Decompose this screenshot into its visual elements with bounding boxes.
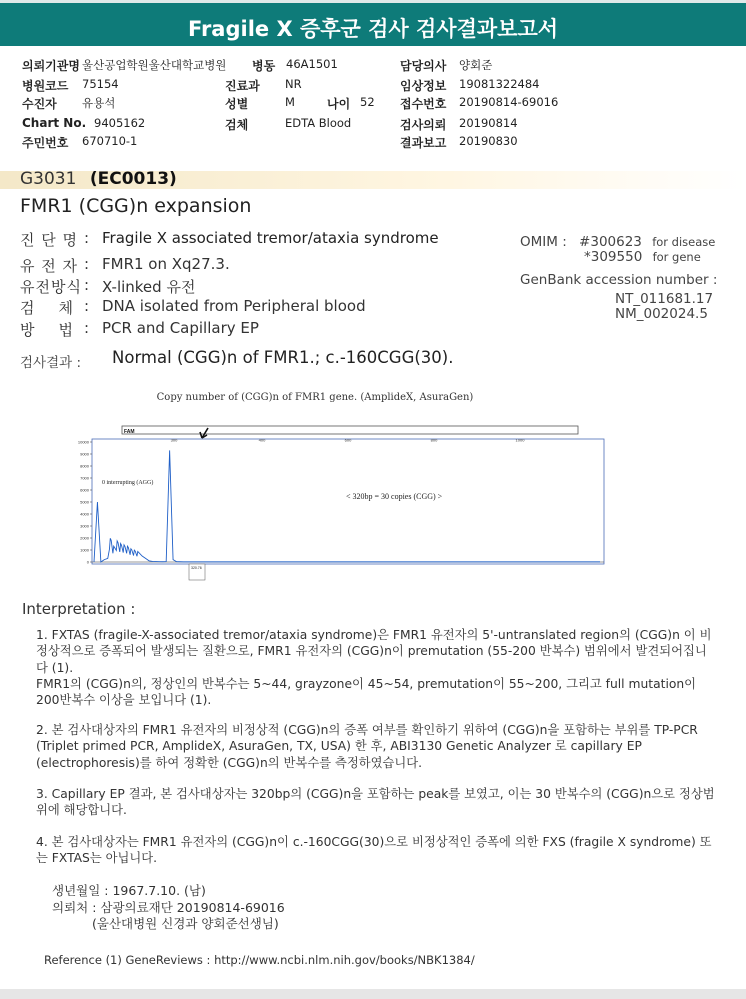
y-tick-label: 1000 (80, 547, 89, 553)
peak-label: 320.76 (191, 566, 202, 570)
y-tick-label: 0 (86, 559, 89, 565)
y-ticks (78, 440, 92, 565)
omim-gene: *309550 for gene (584, 249, 701, 265)
result: 검사결과 : Normal (CGG)n of FMR1.; c.-160CGG(30). (20, 348, 454, 371)
interp-p1: 1. FXTAS (fragile-X-associated tremor/ataxia syndrome)은 FMR1 유전자의 5'-untranslated region의 (CGG)n 이 비정상적으로 증폭되어 발생되는 질환으로, FMR1 유전자의 (CGG)n이 premutation (55-200 반복수) 범위에서 발견되어집니다 (1). (36, 628, 712, 675)
interp-p2: 2. 본 검사대상자의 FMR1 유전자의 비정상적 (CGG)n의 증폭 여부를 확인하기 위하여 (CGG)n을 포함하는 부위를 TP-PCR (Triplet primed PCR, AmplideX, AsuraGen, TX, USA) 한 후, ABI3130 Genetic Analyzer 로 capillary EP (electrophoresis)를 하여 정확한 (CGG)n의 반복수를 측정하였습니다. (36, 723, 698, 770)
y-tick-label: 6000 (80, 487, 89, 493)
reference: Reference (1) GeneReviews : http://www.ncbi.nlm.nih.gov/books/NBK1384/ (44, 953, 475, 967)
report-header (0, 0, 746, 46)
y-tick-label: 5000 (80, 499, 89, 505)
y-tick-label: 9000 (80, 451, 89, 457)
chart-svg (66, 418, 608, 588)
y-tick-label: 4000 (80, 511, 89, 517)
x-tick-label: 800 (430, 437, 438, 443)
sign-requester: 의뢰처 : 삼광의료재단 20190814-69016 (52, 900, 285, 915)
bottom-bar (0, 989, 746, 999)
x-tick-label: 1000 (515, 437, 525, 443)
test-code: G3031 (EC0013) (20, 169, 177, 189)
genbank-label: GenBank accession number : (520, 272, 718, 288)
capillary-chart (66, 418, 608, 588)
test-subcode: (EC0013) (89, 169, 177, 189)
x-tick-label: 600 (344, 437, 352, 443)
annotation-interrupting: 0 interrupting (AGG) (102, 480, 154, 486)
interp-p3: 3. Capillary EP 결과, 본 검사대상자는 320bp의 (CGG)n을 포함하는 peak를 보였고, 이는 30 반복수의 (CGG)n으로 정상범위에 해당합니다. (36, 787, 715, 818)
sign-birth: 생년월일 : 1967.7.10. (남) (52, 883, 206, 898)
y-tick-label: 3000 (80, 523, 89, 529)
y-tick-label: 10000 (77, 439, 89, 445)
chart-title: Copy number of (CGG)n of FMR1 gene. (AmplideX, AsuraGen) (156, 392, 474, 403)
interp-p4: 4. 본 검사대상자는 FMR1 유전자의 (CGG)n이 c.-160CGG(30)으로 비정상적인 증폭에 의한 FXS (fragile X syndrome) 또는 FXTAS는 아닙니다. (36, 835, 712, 866)
panel-label: FAM (124, 429, 135, 435)
y-tick-label: 7000 (80, 475, 89, 481)
genbank-acc2: NM_002024.5 (615, 306, 708, 322)
result-value: Normal (CGG)n of FMR1.; c.-160CGG(30). (112, 348, 454, 367)
interp-p1b: FMR1의 (CGG)n의, 정상인의 반복수는 5~44, grayzone이 45~54, premutation이 55~200, 그리고 full mutation이 200반복수 이상을 보입니다 (1). (36, 677, 697, 708)
sign-doctor: (울산대병원 신경과 양회준선생님) (92, 916, 279, 931)
y-tick-label: 2000 (80, 535, 89, 541)
y-tick-label: 8000 (80, 463, 89, 469)
plot-area (92, 439, 604, 564)
omim-disease: OMIM : #300623 for disease (520, 234, 716, 250)
annotation-copies: < 320bp = 30 copies (CGG) > (346, 492, 443, 501)
panel-header-bar (122, 426, 578, 434)
x-tick-label: 300 (170, 437, 178, 443)
report-title: Fragile X 증후군 검사 검사결과보고서 (187, 17, 559, 41)
genbank-acc1: NT_011681.17 (615, 291, 714, 307)
interpretation-heading: Interpretation : (22, 600, 136, 618)
x-tick-label: 400 (258, 437, 266, 443)
test-name: FMR1 (CGG)n expansion (20, 195, 252, 217)
